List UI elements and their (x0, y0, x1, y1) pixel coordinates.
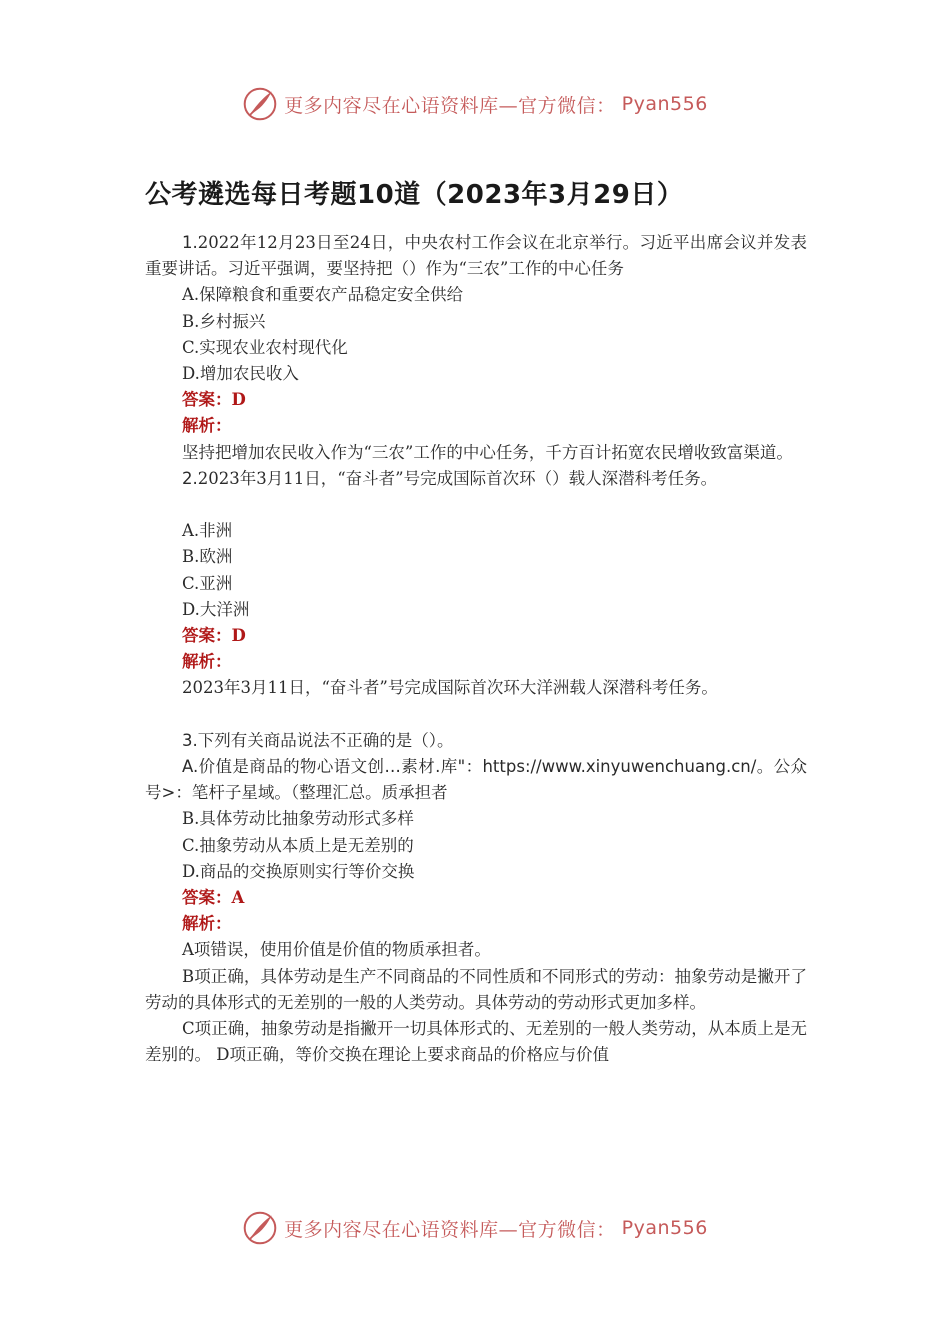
q2-analysis: 2023年3月11日，“奋斗者”号完成国际首次环大洋洲载人深潜科考任务。 (182, 678, 718, 698)
banner-wechat-id: Pyan556 (621, 93, 708, 115)
q1-option-c: C.实现农业农村现代化 (182, 337, 348, 357)
question-3 (145, 728, 807, 754)
q1-analysis: 坚持把增加农民收入作为“三农”工作的中心任务，千方百计拓宽农民增收致富渠道。 (182, 442, 793, 462)
q2-analysis-label: 解析： (182, 652, 232, 672)
q3-analysis-b: B项正确，具体劳动是生产不同商品的不同性质和不同形式的劳动：抽象劳动是撇开了劳动的具体形式的无差别的一般的人类劳动。具体劳动的劳动形式更加多样。 (145, 966, 807, 1012)
q3-option-b: B.具体劳动比抽象劳动形式多样 (182, 809, 414, 829)
question-1-number: 1. (182, 233, 198, 252)
q2-option-b: B.欧洲 (182, 547, 233, 567)
footer-banner (0, 1206, 950, 1250)
q3-analysis-label: 解析： (182, 914, 232, 934)
spacer (145, 492, 807, 518)
quill-logo-icon (242, 1210, 278, 1246)
q3-analysis-c: C项正确，抽象劳动是指撇开一切具体形式的、无差别的一般人类劳动，从本质上是无差别的。 D项正确，等价交换在理论上要求商品的价格应与价值 (145, 1019, 807, 1065)
document-body (145, 230, 807, 1068)
page-title: 公考遴选每日考题10道（2023年3月29日） (145, 180, 684, 210)
q3-option-a: A.价值是商品的物心语文创…素材.库"：https://www.xinyuwenchuang.cn/。公众号>：笔杆子星域。（整理汇总。质承担者 (145, 757, 807, 803)
question-1 (145, 230, 807, 282)
question-2-text: 2023年3月11日，“奋斗者”号完成国际首次环（）载人深潜科考任务。 (197, 468, 718, 488)
q3-option-d: D.商品的交换原则实行等价交换 (182, 861, 415, 881)
q1-option-a: A.保障粮食和重要农产品稳定安全供给 (182, 285, 464, 305)
q2-answer: 答案：D (182, 626, 246, 646)
banner-wechat-id: Pyan556 (621, 1217, 708, 1239)
q1-answer: 答案：D (182, 390, 246, 410)
q2-option-c: C.亚洲 (182, 573, 233, 593)
quill-logo-icon (242, 86, 278, 122)
question-1-text: 2022年12月23日至24日，中央农村工作会议在北京举行。习近平出席会议并发表重要讲话。习近平强调，要坚持把（）作为“三农”工作的中心任务 (145, 233, 807, 279)
q2-option-d: D.大洋洲 (182, 599, 250, 619)
q2-option-a: A.非洲 (182, 521, 233, 541)
banner-text: 更多内容尽在心语资料库—官方微信： (284, 94, 616, 117)
header-banner (0, 82, 950, 126)
q3-analysis-a: A项错误，使用价值是价值的物质承担者。 (182, 940, 491, 960)
question-2 (145, 466, 807, 492)
q1-option-b: B.乡村振兴 (182, 311, 266, 331)
banner-text: 更多内容尽在心语资料库—官方微信： (284, 1218, 616, 1241)
question-3-number: 3. (182, 730, 198, 750)
question-3-text: 下列有关商品说法不正确的是（）。 (197, 730, 454, 750)
q3-answer: 答案：A (182, 888, 245, 908)
question-2-number: 2. (182, 468, 198, 488)
q1-option-d: D.增加农民收入 (182, 364, 299, 384)
q3-option-c: C.抽象劳动从本质上是无差别的 (182, 835, 414, 855)
spacer (145, 702, 807, 728)
q1-analysis-label: 解析： (182, 416, 232, 436)
